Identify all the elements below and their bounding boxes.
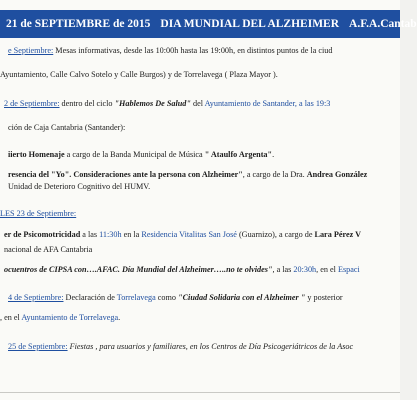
entry-line-12 [8,293,343,303]
entry-time: , a las 19:3 [294,99,331,108]
entry-highlight: iierto Homenaje [8,150,65,159]
entry-line-3 [4,99,330,109]
entry-date: LES 23 de Septiembre: [0,209,77,218]
entry-speaker: Andrea González [306,170,368,179]
entry-text: Mesas informativas, desde las 10:00h hasta las 19:00h, en distintos puntos de la ciud [53,46,333,55]
entry-line-8 [0,209,76,219]
entry-text: como [155,293,179,302]
entry-line-11 [4,265,360,275]
entry-highlight: "Ciudad Solidaria con el Alzheimer " [178,293,306,302]
entry-text: . [272,150,275,159]
entry-highlight: er de Psicomotricidad [4,230,81,239]
entry-highlight: " Ataulfo Argenta" [204,150,273,159]
entry-text: Declaración de [63,293,117,302]
entry-text: a las [80,230,100,239]
entry-date: 4 de Septiembre: [8,293,64,302]
entry-venue: Espaci [337,265,360,274]
entry-highlight: resencia del "Yo". Consideraciones ante la persona con Alzheimer" [8,170,243,179]
entry-highlight: ocuentros de CIPSA con….AFAC. Día Mundial del Alzheimer…..no te olvides" [4,265,273,274]
entry-text: , en el [0,313,22,322]
entry-text: Ayuntamiento, Calle Calvo Sotelo y Calle Burgos) y de Torrelavega ( Plaza Mayor ). [0,70,278,79]
entry-date: 2 de Septiembre: [4,99,60,108]
entry-line-7 [8,182,150,192]
entry-text: (Guarnizo), a cargo de [236,230,315,239]
entry-text: del [190,99,205,108]
entry-text: ción de Caja Cantabria (Santander): [8,123,126,132]
entry-time: 11:30h [99,230,122,239]
entry-text: , a cargo de la Dra. [242,170,307,179]
entry-text: Unidad de Deterioro Cognitivo del HUMV. [8,182,151,191]
entry-time: 20:30h [293,265,317,274]
entry-line-2 [0,70,278,80]
entry-venue: Residencia Vitalitas San José [141,230,237,239]
entry-line-9 [4,230,361,240]
entry-line-4 [8,123,125,133]
entry-line-6 [8,170,367,180]
entry-text: , en el [316,265,338,274]
banner-event: DIA MUNDIAL DEL ALZHEIMER [160,18,340,30]
entry-text: nacional de AFA Cantabria [4,245,93,254]
entry-venue: Ayuntamiento de Santander [204,99,295,108]
banner-date: 21 de SEPTIEMBRE de 2015 [6,18,151,30]
entry-line-10 [4,245,92,255]
entry-text: , a las [272,265,294,274]
entry-venue: Ayuntamiento de Torrelavega [21,313,119,322]
entry-date: 25 de Septiembre: [8,342,68,351]
entry-line-14 [8,342,353,352]
entry-text: . [118,313,121,322]
entry-venue: Torrelavega [116,293,156,302]
entry-date: e Septiembre: [8,46,54,55]
entry-line-1 [8,46,333,56]
entry-text: y posterior [305,293,343,302]
title-banner [0,10,417,38]
entry-text: dentro del ciclo [59,99,115,108]
banner-org: A.F.A.Cantab [349,18,417,30]
entry-speaker: Lara Pérez V [314,230,362,239]
entry-text: en la [121,230,142,239]
entry-text: a cargo de la Banda Municipal de Música [64,150,205,159]
entry-text: Fiestas , para usuarios y familiares, en los Centros de Día Psicogeriátricos de la Asoc [67,342,354,351]
entry-line-13 [0,313,120,323]
entry-line-5 [8,150,274,160]
entry-cycle-title: "Hablemos De Salud" [114,99,191,108]
page-edge [0,392,400,393]
